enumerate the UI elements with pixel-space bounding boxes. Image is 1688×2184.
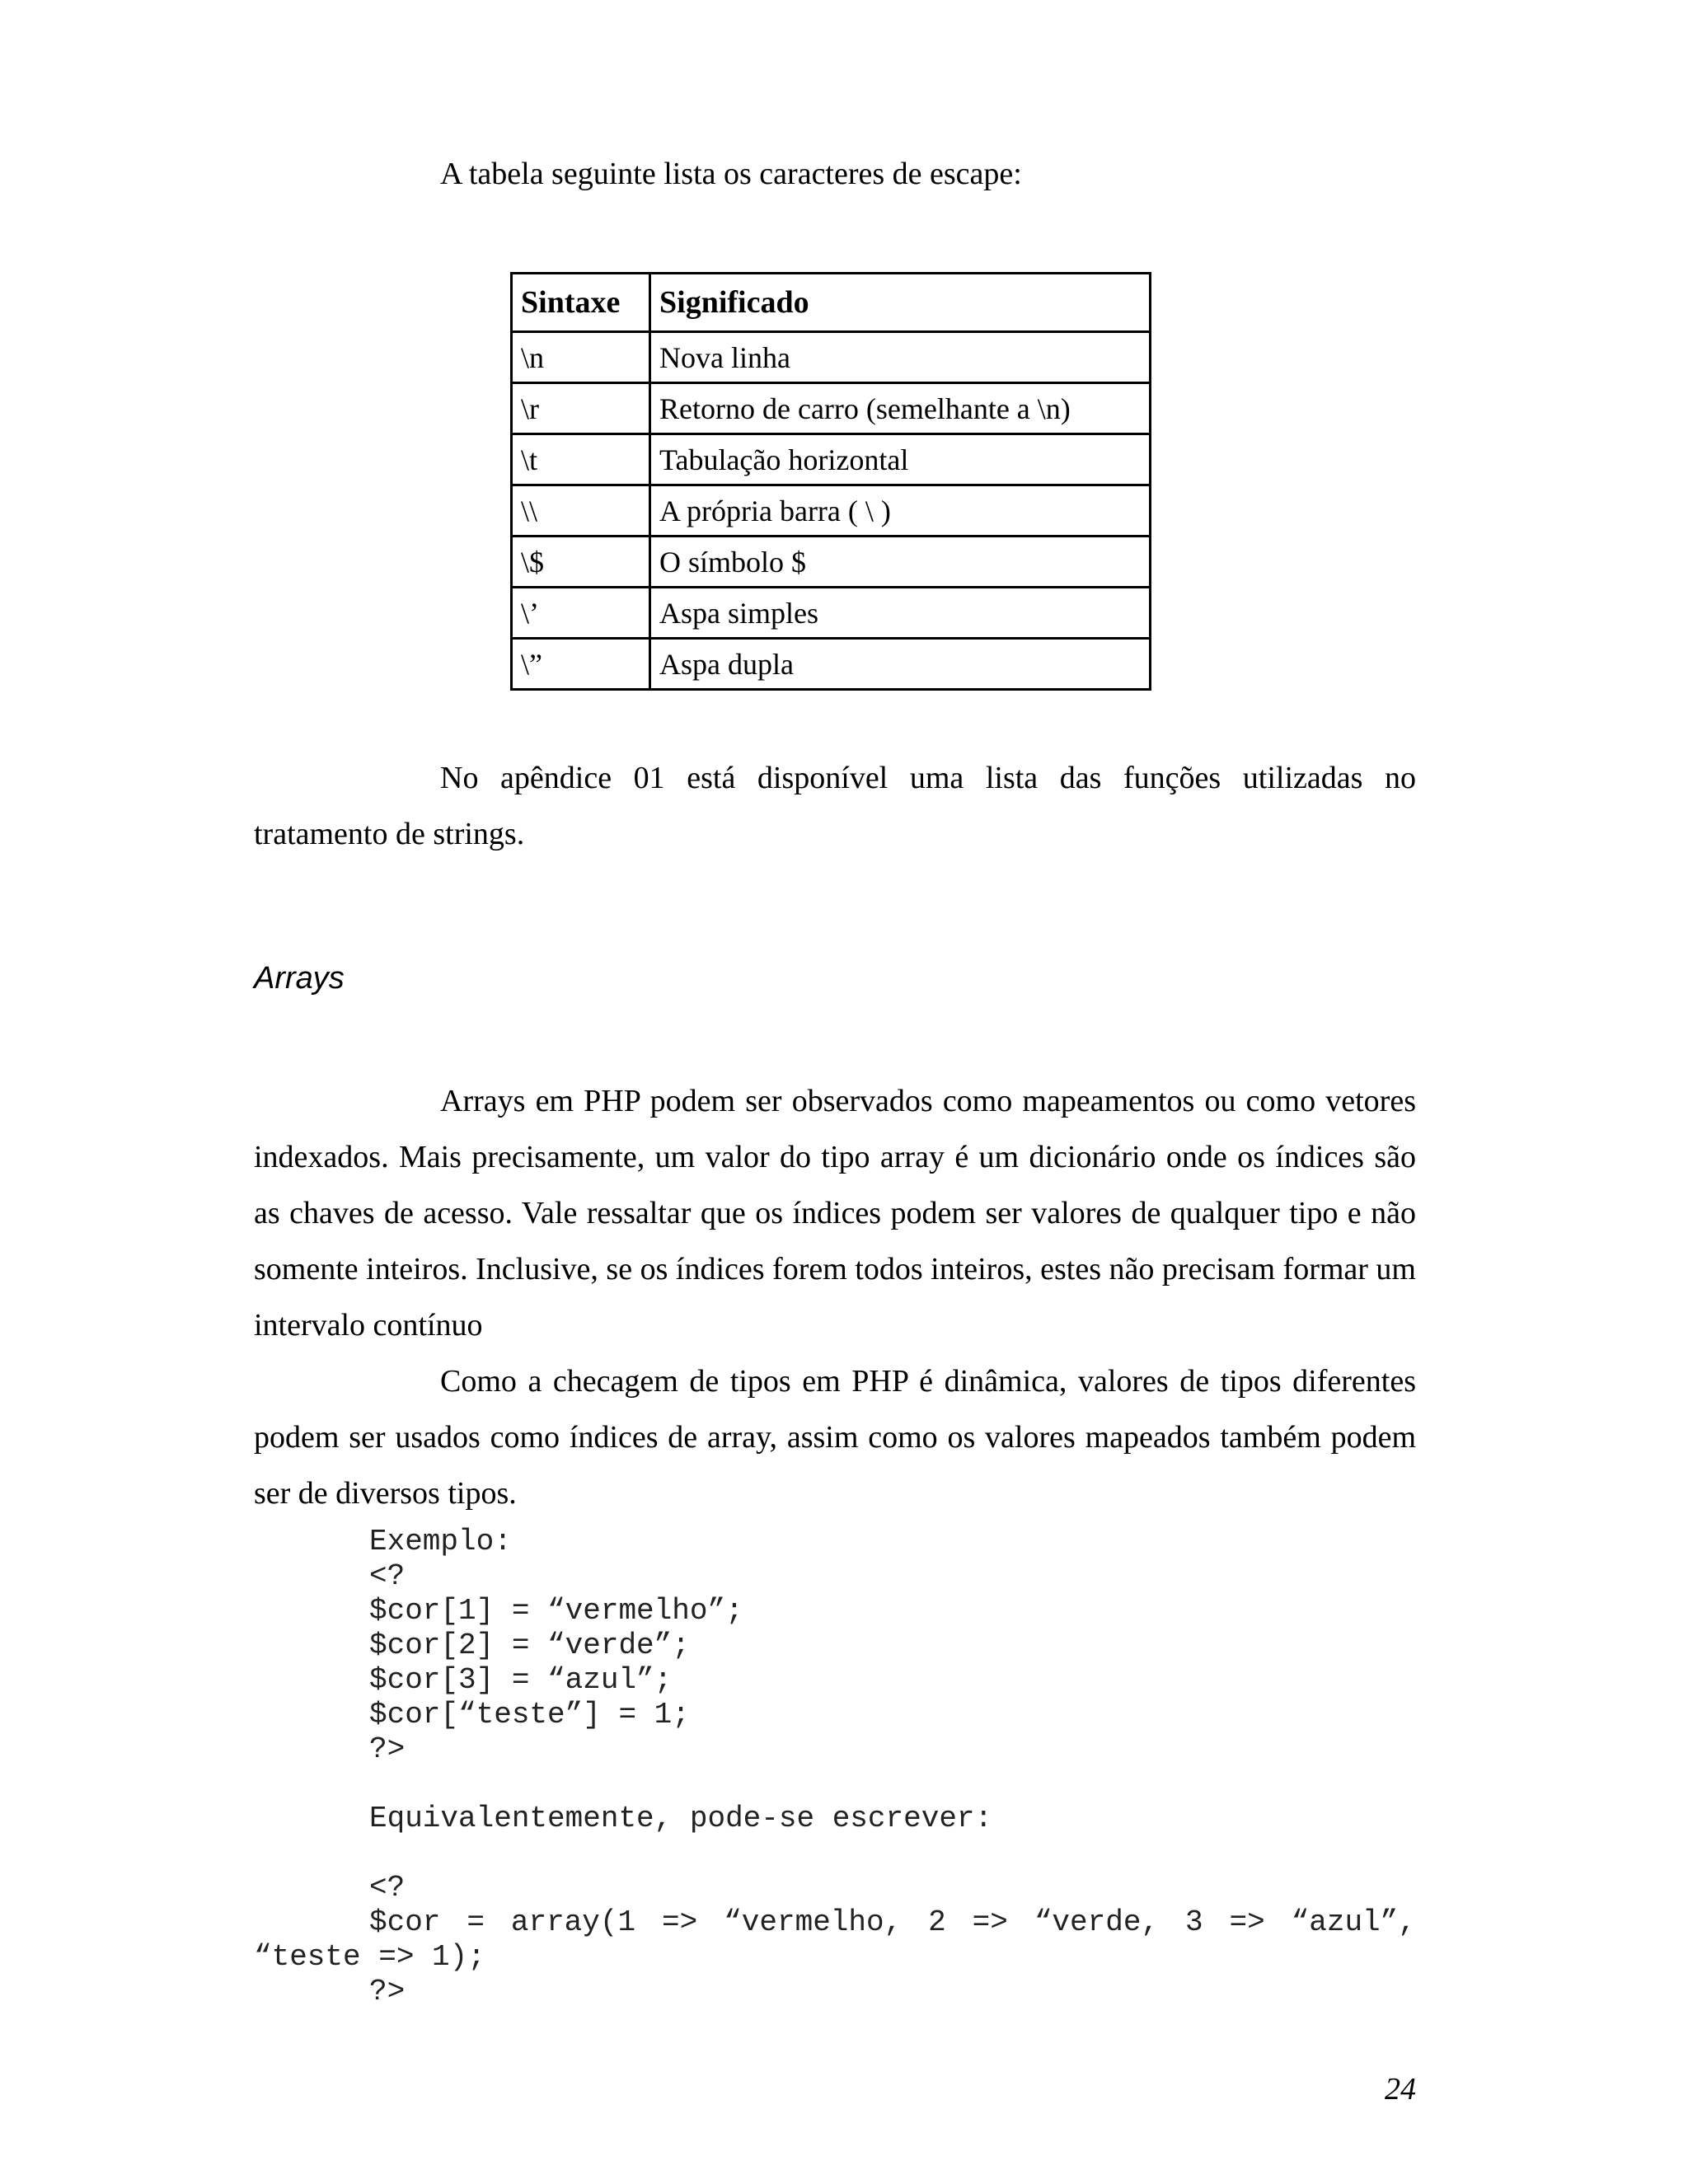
table-header-row xyxy=(512,274,1151,332)
code-token: 2 xyxy=(928,1905,946,1939)
code-token: array(1 xyxy=(510,1905,636,1939)
code-line: $cor[1] = “vermelho”; xyxy=(369,1594,743,1628)
cell-syntax: \n xyxy=(512,332,650,383)
appendix-paragraph: No apêndice 01 está disponível uma lista das funções utilizadas no tratamento de strings. xyxy=(254,761,1416,851)
arrays-paragraph-2: Como a checagem de tipos em PHP é dinâmica, valores de tipos diferentes podem ser usados como índices de array, assim como os valores mapeados também podem ser de diversos tipos. xyxy=(254,1364,1416,1511)
code-close-tag-2: ?> xyxy=(369,1975,406,2008)
code-example xyxy=(254,1525,1416,2009)
section-heading-arrays: Arrays xyxy=(254,961,345,996)
table-header-meaning: Significado xyxy=(650,274,1151,332)
cell-meaning: Retorno de carro (semelhante a \n) xyxy=(650,383,1151,434)
code-token: “azul”, xyxy=(1291,1905,1416,1939)
code-open-tag-2: <? xyxy=(369,1871,406,1905)
code-line: $cor[3] = “azul”; xyxy=(369,1663,673,1697)
cell-meaning: O símbolo $ xyxy=(650,537,1151,588)
table-row xyxy=(512,383,1151,434)
code-token: => xyxy=(1229,1905,1265,1939)
cell-syntax: \t xyxy=(512,434,650,485)
code-blank-line xyxy=(254,1767,1416,1802)
arrays-paragraph-1: Arrays em PHP podem ser observados como mapeamentos ou como vetores indexados. Mais precisamente, um valor do tipo array é um dicionário onde os índices são as chaves de acesso. Vale ressaltar que os índices podem ser valores de qualquer tipo e não somente inteiros. Inclusive, se os índices forem todos inteiros, estes não precisam formar um intervalo contínuo xyxy=(254,1084,1416,1343)
cell-meaning: Nova linha xyxy=(650,332,1151,383)
code-close-tag: ?> xyxy=(369,1732,406,1766)
escape-characters-table xyxy=(510,272,1151,691)
code-array-continuation: “teste => 1); xyxy=(254,1940,485,1974)
table-row xyxy=(512,639,1151,690)
code-example-label: Exemplo: xyxy=(369,1525,512,1558)
code-token: $cor xyxy=(369,1905,441,1939)
code-token: => xyxy=(662,1905,698,1939)
code-array-line xyxy=(254,1905,1416,1940)
cell-syntax: \\ xyxy=(512,485,650,537)
table-row xyxy=(512,485,1151,537)
page-number: 24 xyxy=(1385,2072,1416,2107)
table-header-syntax: Sintaxe xyxy=(512,274,650,332)
table-row xyxy=(512,434,1151,485)
table-row xyxy=(512,537,1151,588)
code-token: => xyxy=(972,1905,1008,1939)
cell-syntax: \’ xyxy=(512,588,650,639)
table-row xyxy=(512,588,1151,639)
cell-meaning: Aspa dupla xyxy=(650,639,1151,690)
cell-meaning: Aspa simples xyxy=(650,588,1151,639)
code-token: “verde, xyxy=(1034,1905,1160,1939)
cell-syntax: \r xyxy=(512,383,650,434)
table-row xyxy=(512,332,1151,383)
code-blank-line xyxy=(254,1836,1416,1871)
code-equivalent-label: Equivalentemente, pode-se escrever: xyxy=(369,1802,993,1835)
cell-syntax: \” xyxy=(512,639,650,690)
code-line: $cor[2] = “verde”; xyxy=(369,1629,690,1662)
code-line: $cor[“teste”] = 1; xyxy=(369,1698,690,1732)
code-token: “vermelho, xyxy=(724,1905,903,1939)
cell-syntax: \$ xyxy=(512,537,650,588)
code-token: = xyxy=(467,1905,485,1939)
cell-meaning: Tabulação horizontal xyxy=(650,434,1151,485)
cell-meaning: A própria barra ( \ ) xyxy=(650,485,1151,537)
code-open-tag: <? xyxy=(369,1559,406,1593)
code-token: 3 xyxy=(1184,1905,1203,1939)
intro-text: A tabela seguinte lista os caracteres de escape: xyxy=(440,157,1022,191)
